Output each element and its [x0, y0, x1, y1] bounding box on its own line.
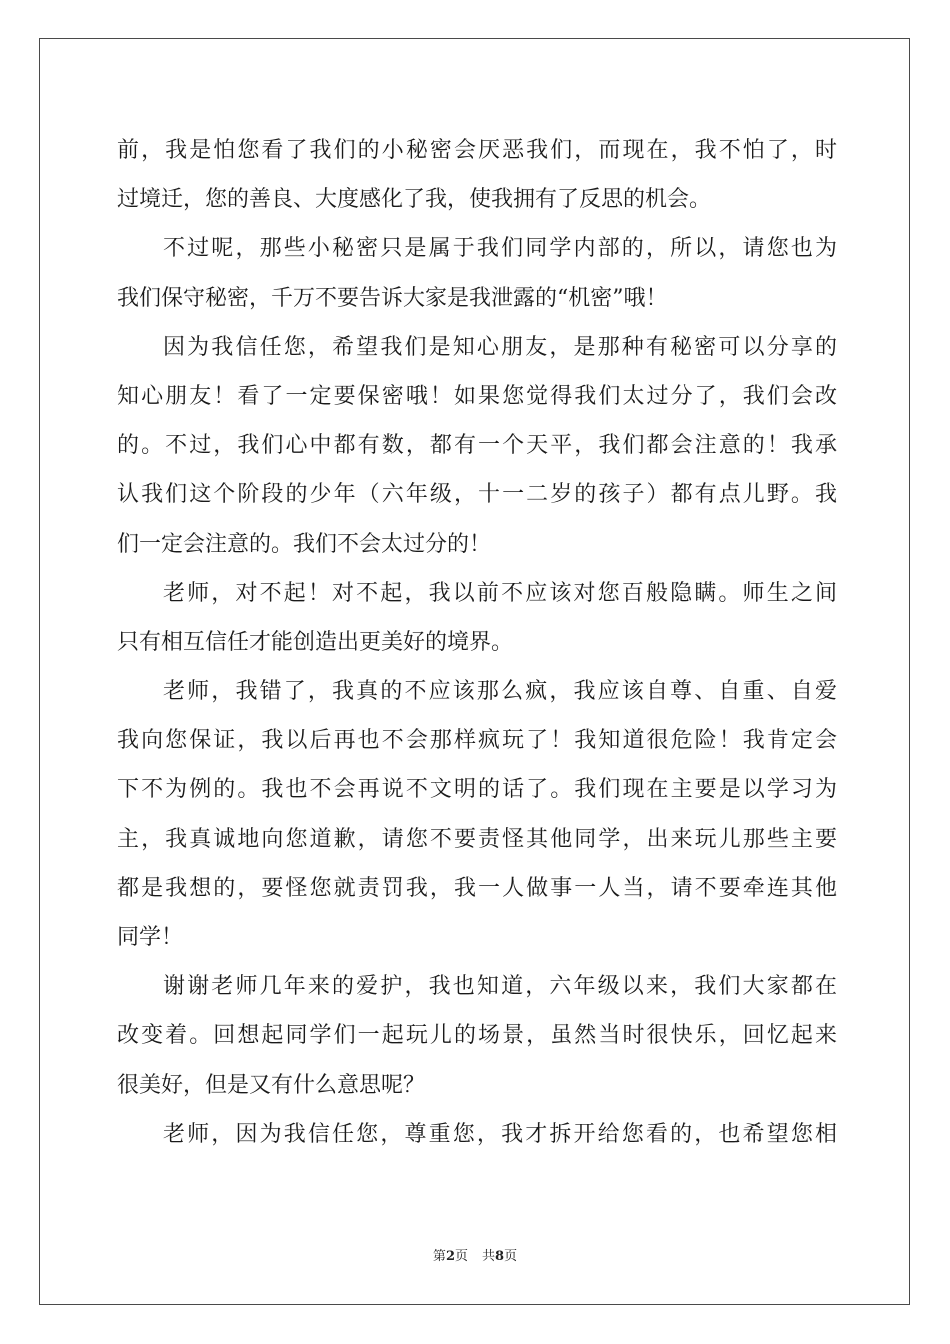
text-line: 谢谢老师几年来的爱护，我也知道，六年级以来，我们大家都在 [163, 974, 837, 1000]
text-line: 只有相互信任才能创造出更美好的境界。 [117, 629, 514, 655]
text-line: 主，我真诚地向您道歉，请您不要责怪其他同学，出来玩儿那些主要 [117, 826, 837, 852]
text-line: 都是我想的，要怪您就责罚我，我一人做事一人当，请不要牵连其他 [117, 875, 837, 901]
document-body [117, 126, 837, 1159]
page-number: 2 [445, 1249, 455, 1264]
text-line: 老师，我错了，我真的不应该那么疯，我应该自尊、自重、自爱 [163, 679, 837, 705]
text-line: 过境迁，您的善良、大度感化了我，使我拥有了反思的机会。 [117, 187, 712, 213]
text-line: 改变着。回想起同学们一起玩儿的场景，虽然当时很快乐，回忆起来 [117, 1023, 837, 1049]
page-footer [0, 1245, 950, 1264]
text-line: 的。不过，我们心中都有数，都有一个天平，我们都会注意的！我承 [117, 433, 837, 459]
text-line: 认我们这个阶段的少年（六年级，十一二岁的孩子）都有点儿野。我 [117, 482, 837, 508]
text-line: 我向您保证，我以后再也不会那样疯玩了！我知道很危险！我肯定会 [117, 728, 837, 754]
text-line: 知心朋友！看了一定要保密哦！如果您觉得我们太过分了，我们会改 [117, 383, 837, 409]
page-suffix: 页 [454, 1249, 468, 1264]
text-line: 同学！ [117, 925, 184, 950]
text-line: 很美好，但是又有什么意思呢？ [117, 1072, 426, 1098]
total-pages: 8 [495, 1249, 505, 1264]
text-line: 们一定会注意的。我们不会太过分的！ [117, 531, 492, 557]
text-line: 下不为例的。我也不会再说不文明的话了。我们现在主要是以学习为 [117, 777, 837, 803]
total-suffix: 页 [504, 1249, 518, 1264]
page-prefix: 第 [432, 1249, 446, 1264]
text-line: 老师，因为我信任您，尊重您，我才拆开给您看的，也希望您相 [163, 1121, 837, 1147]
text-line: 老师，对不起！对不起，我以前不应该对您百般隐瞒。师生之间 [163, 580, 837, 606]
total-prefix: 共 [482, 1249, 496, 1264]
text-line: 因为我信任您，希望我们是知心朋友，是那种有秘密可以分享的 [163, 334, 837, 360]
text-line: 前，我是怕您看了我们的小秘密会厌恶我们，而现在，我不怕了，时 [117, 138, 837, 163]
text-line: 不过呢，那些小秘密只是属于我们同学内部的，所以，请您也为 [163, 236, 837, 262]
text-line: 我们保守秘密，千万不要告诉大家是我泄露的“机密”哦！ [117, 285, 668, 311]
